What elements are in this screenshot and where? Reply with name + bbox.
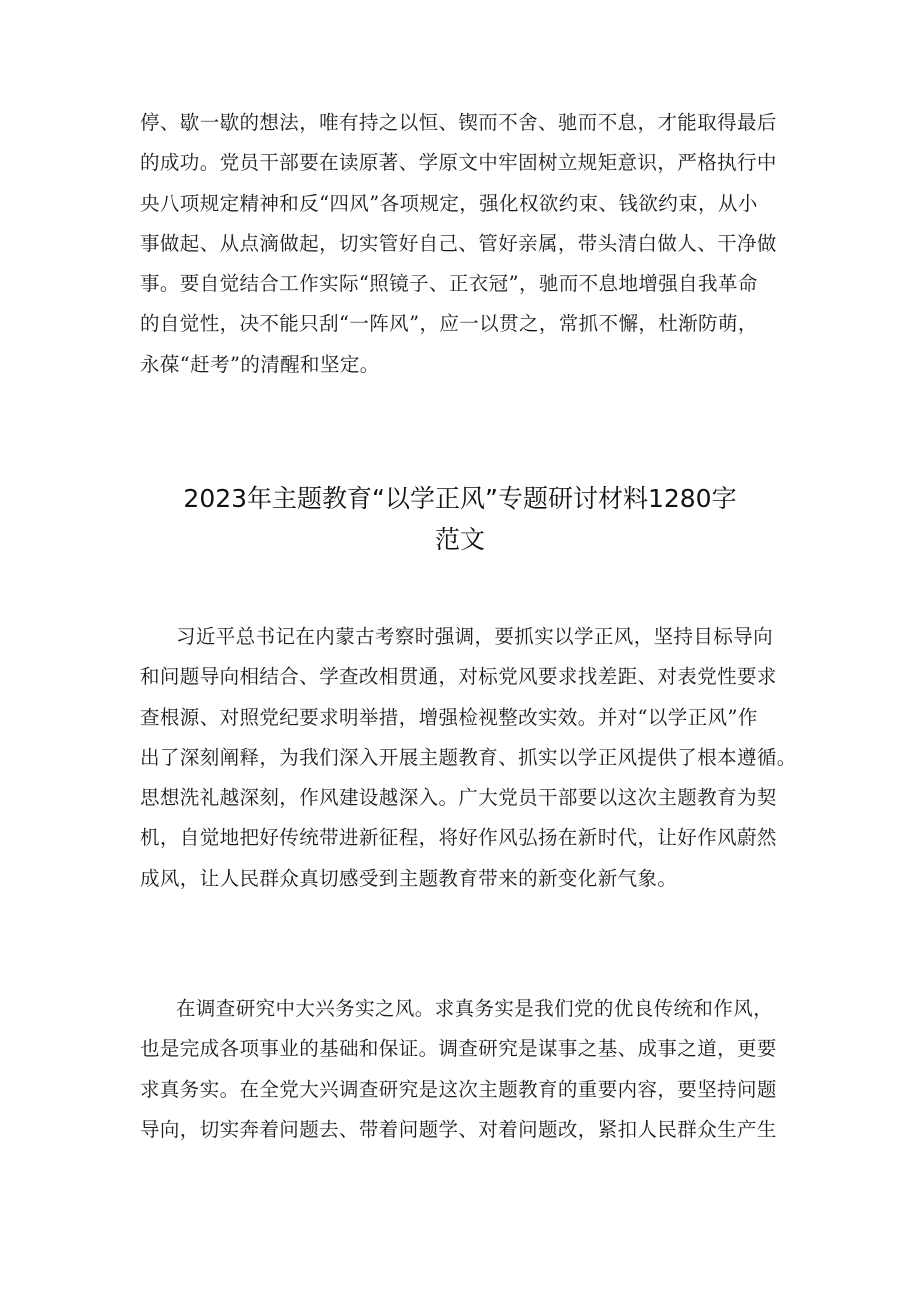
text-line: 和问题导向相结合、学查改相贯通，对标党风要求找差距、对表党性要求 — [140, 665, 777, 689]
text-line: 出了深刻阐释，为我们深入开展主题教育、抓实以学正风提供了根本遵循。 — [140, 745, 797, 769]
text-line: 事做起、从点滴做起，切实管好自己、管好亲属，带头清白做人、干净做 — [140, 231, 777, 255]
text-line: 永葆“赶考”的清醒和坚定。 — [140, 352, 380, 376]
text-line: 停、歇一歇的想法，唯有持之以恒、锲而不舍、驰而不息，才能取得最后 — [140, 111, 777, 134]
continued-paragraph — [140, 103, 800, 385]
text-line: 导向，切实奔着问题去、带着问题学、对着问题改，紧扣人民群众生产生 — [140, 1117, 777, 1141]
text-line: 成风，让人民群众真切感受到主题教育带来的新变化新气象。 — [140, 866, 678, 890]
intro-paragraph — [140, 617, 800, 899]
title-line: 2023年主题教育“以学正风”专题研讨材料1280字 — [183, 484, 737, 513]
text-line: 事。要自觉结合工作实际“照镜子、正衣冠”，驰而不息地增强自我革命 — [140, 272, 758, 296]
text-line: 查根源、对照党纪要求明举措，增强检视整改实效。并对“以学正风”作 — [140, 705, 758, 729]
research-paragraph — [140, 989, 800, 1150]
text-line: 也是完成各项事业的基础和保证。调查研究是谋事之基、成事之道，更要 — [140, 1037, 777, 1061]
text-line: 的自觉性，决不能只刮“一阵风”，应一以贯之，常抓不懈，杜渐防萌， — [140, 312, 758, 336]
article-title — [60, 478, 860, 560]
text-line: 习近平总书记在内蒙古考察时强调，要抓实以学正风，坚持目标导向 — [176, 625, 774, 648]
text-line: 的成功。党员干部要在读原著、学原文中牢固树立规矩意识，严格执行中 — [140, 151, 777, 175]
text-line: 机，自觉地把好传统带进新征程，将好作风弘扬在新时代，让好作风蔚然 — [140, 826, 777, 850]
text-line: 求真务实。在全党大兴调查研究是这次主题教育的重要内容，要坚持问题 — [140, 1077, 777, 1101]
text-line: 在调查研究中大兴务实之风。求真务实是我们党的优良传统和作风， — [176, 997, 774, 1020]
title-line: 范文 — [434, 525, 485, 554]
text-line: 央八项规定精神和反“四风”各项规定，强化权欲约束、钱欲约束，从小 — [140, 191, 758, 215]
text-line: 思想洗礼越深刻，作风建设越深入。广大党员干部要以这次主题教育为契 — [140, 786, 777, 810]
